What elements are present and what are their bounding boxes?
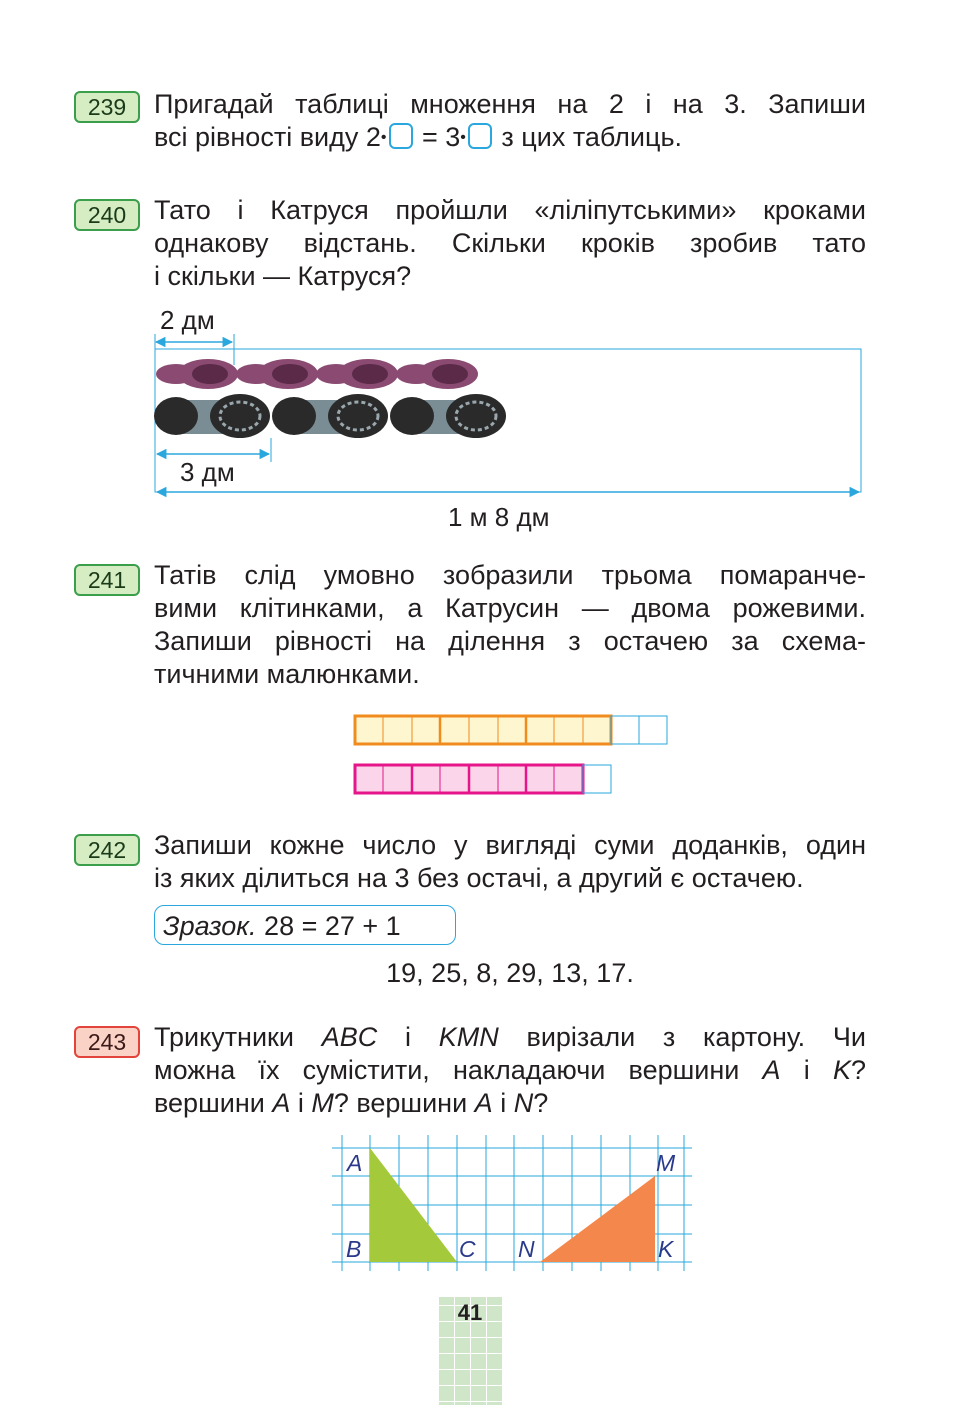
t243-l3g: і: [492, 1088, 514, 1118]
t243-l3c: і: [290, 1088, 312, 1118]
t243-l1c: і: [377, 1022, 439, 1052]
task-text-242: [154, 829, 866, 895]
empty-box-icon: [468, 123, 492, 149]
t243-l3a: вершини: [154, 1088, 273, 1118]
sample-box: [154, 905, 456, 945]
task-number-242: 242: [74, 834, 140, 866]
task-239-line2: [154, 121, 866, 154]
big-step-label: 3 дм: [180, 457, 235, 487]
sample-label: Зразок.: [163, 911, 257, 941]
pink-strip: [355, 765, 611, 793]
vertex-b-label: B: [346, 1236, 362, 1262]
multiply-dot-icon: •: [380, 129, 387, 146]
task-243-line1: [154, 1021, 866, 1054]
triangles-grid-diagram: [328, 1135, 698, 1275]
t243-l1a: Трикутники: [154, 1022, 322, 1052]
task-239-line1: Пригадай таблиці множення на 2 і на 3. Запиши: [154, 89, 866, 119]
vertex-c-label: C: [459, 1236, 476, 1262]
task-number-239: 239: [74, 91, 140, 123]
orange-strip: [355, 716, 667, 744]
t243-l2c: і: [780, 1055, 833, 1085]
task-239-text-b: = 3: [414, 122, 461, 152]
task-number-240: 240: [74, 199, 140, 231]
t243-l3b: A: [272, 1088, 291, 1118]
vertex-a-label: A: [347, 1150, 363, 1176]
triangle-kmn: [540, 1176, 655, 1262]
t243-l1b: ABC: [321, 1022, 378, 1052]
t243-l1d: KMN: [438, 1022, 499, 1052]
task-text-240: [154, 194, 866, 293]
task-241-line3: Запиши рівності на ділення з остачею за схема-: [154, 626, 866, 656]
t243-l3f: A: [474, 1088, 493, 1118]
task-241-line1: Татів слід умовно зобразили трьома помаранче-: [154, 560, 866, 590]
task-241-line4: тичними малюнками.: [154, 659, 420, 689]
task-241-line2: вими клітинками, а Катрусин — двома рожевими.: [154, 593, 866, 623]
task-243-line3: [154, 1087, 866, 1120]
task-number-243: 243: [74, 1026, 140, 1058]
vertex-k-label: K: [658, 1236, 674, 1262]
t243-l1e: вирізали з картону. Чи: [498, 1022, 866, 1052]
task-239-text-a: всі рівності виду 2: [154, 122, 381, 152]
task-243-line2: [154, 1054, 866, 1087]
task-242-line2: із яких ділиться на 3 без остачі, а другий є остачею.: [154, 863, 804, 893]
t243-l2a: можна їх сумістити, накладаючи вершини: [154, 1055, 763, 1085]
big-footprints: [154, 394, 506, 438]
task-239-text-c: з цих таблиць.: [493, 122, 683, 152]
t243-l2d: K: [832, 1055, 851, 1085]
cell-strips-diagram: [350, 712, 680, 802]
multiply-dot-icon: •: [460, 129, 466, 146]
t243-l2b: A: [762, 1055, 781, 1085]
task-242-line1: Запиши кожне число у вигляді суми доданків, один: [154, 830, 866, 860]
empty-box-icon: [389, 123, 413, 149]
small-footprints: [156, 359, 478, 389]
task-number-241: 241: [74, 564, 140, 596]
total-distance-label: 1 м 8 дм: [448, 502, 550, 532]
page-number: 41: [457, 1300, 483, 1325]
t243-l3h: N: [513, 1088, 534, 1118]
task-text-239: [154, 88, 866, 154]
numbers-list: 19, 25, 8, 29, 13, 17.: [386, 958, 634, 988]
small-step-label: 2 дм: [160, 305, 215, 335]
footprints-diagram: [0, 330, 963, 530]
task-240-line1: Тато і Катруся пройшли «ліліпутськими» кроками: [154, 195, 866, 225]
task-240-line2: однакову відстань. Скільки кроків зробив тато: [154, 228, 866, 258]
task-text-243: [154, 1021, 866, 1120]
vertex-m-label: M: [656, 1150, 676, 1176]
t243-l2e: ?: [850, 1055, 866, 1085]
vertex-n-label: N: [518, 1236, 535, 1262]
t243-l3e: ? вершини: [333, 1088, 475, 1118]
sample-equation: 28 = 27 + 1: [264, 911, 401, 941]
task-text-241: [154, 559, 866, 691]
task-240-line3: і скільки — Катруся?: [154, 261, 412, 291]
t243-l3i: ?: [533, 1088, 549, 1118]
t243-l3d: M: [311, 1088, 334, 1118]
